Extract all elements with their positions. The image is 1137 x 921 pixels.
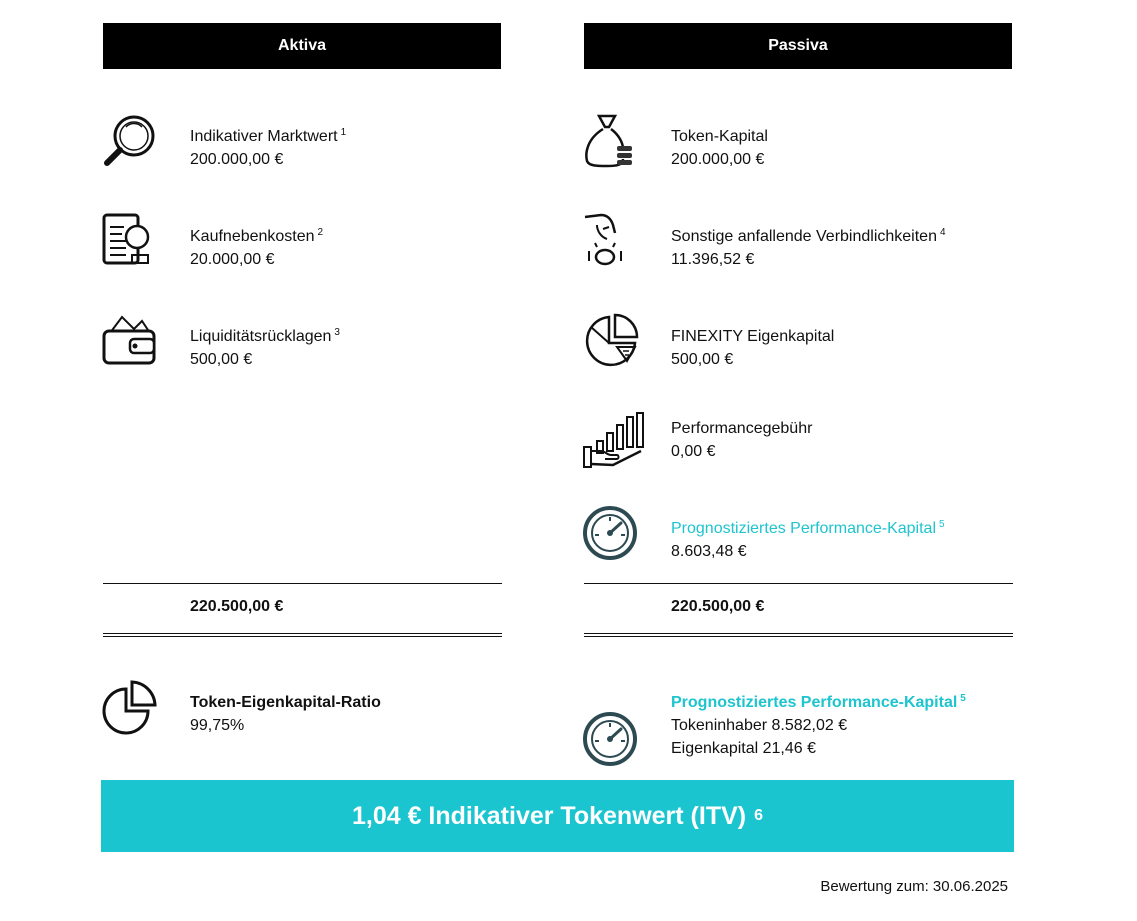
- item-label: Indikativer Marktwert: [190, 128, 338, 145]
- ratio-block: [190, 691, 381, 737]
- aktiva-item-kaufnebenkosten: [190, 225, 323, 271]
- passiva-double-rule: [584, 633, 1013, 637]
- footnote-marker: 5: [960, 692, 966, 704]
- aktiva-total: 220.500,00 €: [190, 598, 284, 615]
- aktiva-header: [103, 23, 501, 69]
- wallet-icon: [102, 313, 158, 367]
- aktiva-double-rule: [103, 633, 502, 637]
- item-label: Liquiditätsrücklagen: [190, 328, 332, 345]
- item-value: 11.396,52 €: [671, 251, 755, 268]
- passiva-item-tokenkapital: [671, 125, 768, 171]
- passiva-total-rule: [584, 583, 1013, 584]
- valuation-date: Bewertung zum: 30.06.2025: [820, 878, 1008, 895]
- footnote-marker: 1: [340, 126, 347, 138]
- itv-text: 1,04 € Indikativer Tokenwert (ITV): [351, 801, 747, 830]
- item-label: Sonstige anfallende Verbindlichkeiten: [671, 228, 937, 245]
- item-value: 500,00 €: [190, 351, 253, 368]
- passiva-item-performance-kapital: [671, 517, 945, 563]
- item-value: 8.603,48 €: [671, 543, 747, 560]
- item-value: 0,00 €: [671, 443, 716, 460]
- pie-chart-icon: [102, 679, 158, 735]
- aktiva-item-marktwert: [190, 125, 346, 171]
- item-label: Token-Kapital: [671, 128, 768, 145]
- ratio-value: 99,75%: [190, 717, 245, 734]
- item-value: 500,00 €: [671, 351, 734, 368]
- passiva-item-eigenkapital: [671, 325, 834, 371]
- money-bag-icon: [583, 113, 635, 169]
- item-label: Kaufnebenkosten: [190, 228, 315, 245]
- passiva-total: 220.500,00 €: [671, 598, 765, 615]
- magnifier-icon: [102, 113, 158, 169]
- passiva-item-performancegebuehr: [671, 417, 812, 463]
- hand-coin-icon: [583, 213, 629, 269]
- performance-breakdown: [671, 691, 966, 760]
- footnote-marker: 3: [334, 326, 340, 338]
- passiva-header: [584, 23, 1012, 69]
- performance-tokenholder: Tokeninhaber 8.582,02 €: [671, 717, 848, 734]
- item-value: 200.000,00 €: [190, 151, 284, 168]
- performance-equity: Eigenkapital 21,46 €: [671, 740, 816, 757]
- speedometer-icon: [583, 505, 639, 561]
- aktiva-header-label: Aktiva: [277, 37, 327, 54]
- performance-label: Prognostiziertes Performance-Kapital: [671, 694, 958, 711]
- pie-chart-icon: [583, 313, 639, 369]
- item-label: FINEXITY Eigenkapital: [671, 328, 835, 345]
- itv-banner: 1,04 € Indikativer Tokenwert (ITV) 6: [101, 780, 1014, 852]
- footnote-marker: 2: [317, 226, 324, 238]
- document-icon: [102, 213, 152, 267]
- item-label: Performancegebühr: [671, 420, 813, 437]
- item-value: 20.000,00 €: [190, 251, 275, 268]
- item-value: 200.000,00 €: [671, 151, 765, 168]
- footnote-marker: 5: [939, 518, 945, 530]
- speedometer-icon: [583, 711, 639, 767]
- hand-chart-icon: [583, 411, 645, 469]
- passiva-header-label: Passiva: [768, 37, 828, 54]
- aktiva-item-liquiditaet: [190, 325, 340, 371]
- ratio-label: Token-Eigenkapital-Ratio: [190, 694, 381, 711]
- passiva-item-verbindlichkeiten: [671, 225, 946, 271]
- footnote-marker: 4: [939, 226, 946, 238]
- item-label: Prognostiziertes Performance-Kapital: [671, 520, 937, 537]
- aktiva-total-rule: [103, 583, 502, 584]
